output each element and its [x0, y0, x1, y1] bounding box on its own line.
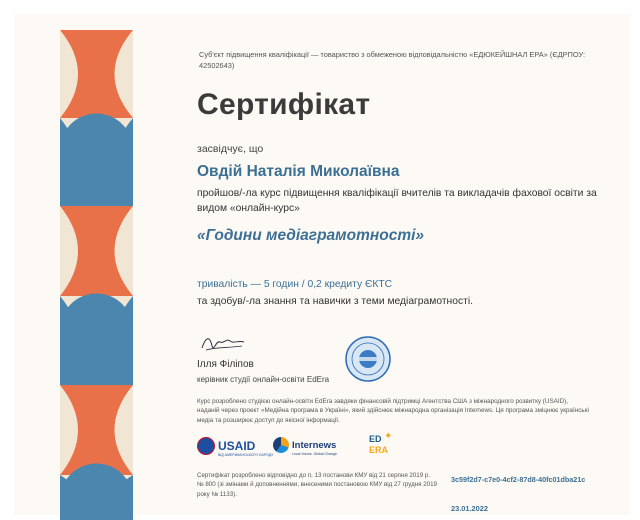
edera-logo-top: ED: [369, 434, 382, 444]
decorative-pattern: [60, 30, 133, 520]
gained-skills-text: та здобув/-ла знання та навички з теми медіаграмотності.: [197, 296, 473, 307]
signature: [200, 332, 246, 354]
partner-logos: [197, 431, 617, 460]
course-title: «Години медіаграмотності»: [197, 227, 425, 244]
course-duration: тривалість — 5 годин / 0,2 кредиту ЄКТС: [197, 279, 393, 290]
internews-logo: [273, 437, 338, 456]
legal-note: Сертифікат розроблено відповідно до п. 13 постанови КМУ від 21 серпня 2019 р. № 800 (зі змінами й доповненнями, внесеними постановою КМУ від 27 грудня 2019 року № 1133).: [197, 472, 437, 498]
internews-logo-text: Internews: [292, 439, 337, 451]
issuer-note: Суб'єкт підвищення кваліфікації — товариство з обмеженою відповідальністю «ЕДЮКЕЙШНАЛ ЕРА» (ЄДРПОУ: 42502643): [199, 50, 586, 70]
edera-logo: [369, 431, 397, 460]
certificate-title: Сертифікат: [197, 88, 371, 121]
recipient-name: Овдій Наталія Миколаївна: [197, 163, 400, 180]
usaid-logo: [197, 437, 274, 457]
usaid-emblem-icon: [197, 437, 215, 455]
funding-note: Курс розроблено студією онлайн-освіти EdEra завдяки фінансовій підтримці Агентства США з міжнародного розвитку (USAID), наданій через проект «Медійна програма в Україні», який здійснює міжнародна організація Internews. Ця програма зміцнює українські медіа та розширює доступ до якісної інформації.: [197, 398, 589, 424]
usaid-logo-subtitle: ВІД АМЕРИКАНСЬКОГО НАРОДУ: [218, 453, 274, 457]
course-description: пройшов/-ла курс підвищення кваліфікації вчителів та викладачів фахової освіти за видом «онлайн-курс»: [197, 188, 597, 215]
pattern-shape-blue: [60, 113, 133, 206]
certificate-id: 3c59f2d7-c7e0-4cf2-87d8-40fc01dba21c: [451, 475, 586, 484]
edera-logo-bottom: ERA: [369, 445, 389, 455]
signer-name: Ілля Філіпов: [197, 359, 254, 370]
stamp-seal: [345, 336, 391, 382]
internews-logo-subtitle: Local Voices. Global Change.: [292, 452, 338, 456]
signer-role: керівник студії онлайн-освіти EdEra: [197, 375, 330, 384]
certifies-text: засвідчує, що: [197, 143, 264, 155]
usaid-logo-text: USAID: [218, 439, 256, 453]
spark-icon: ✦: [384, 431, 393, 442]
issue-date: 23.01.2022: [451, 504, 488, 513]
internews-emblem-icon: [273, 437, 289, 453]
pattern-shape-blue: [60, 294, 133, 386]
